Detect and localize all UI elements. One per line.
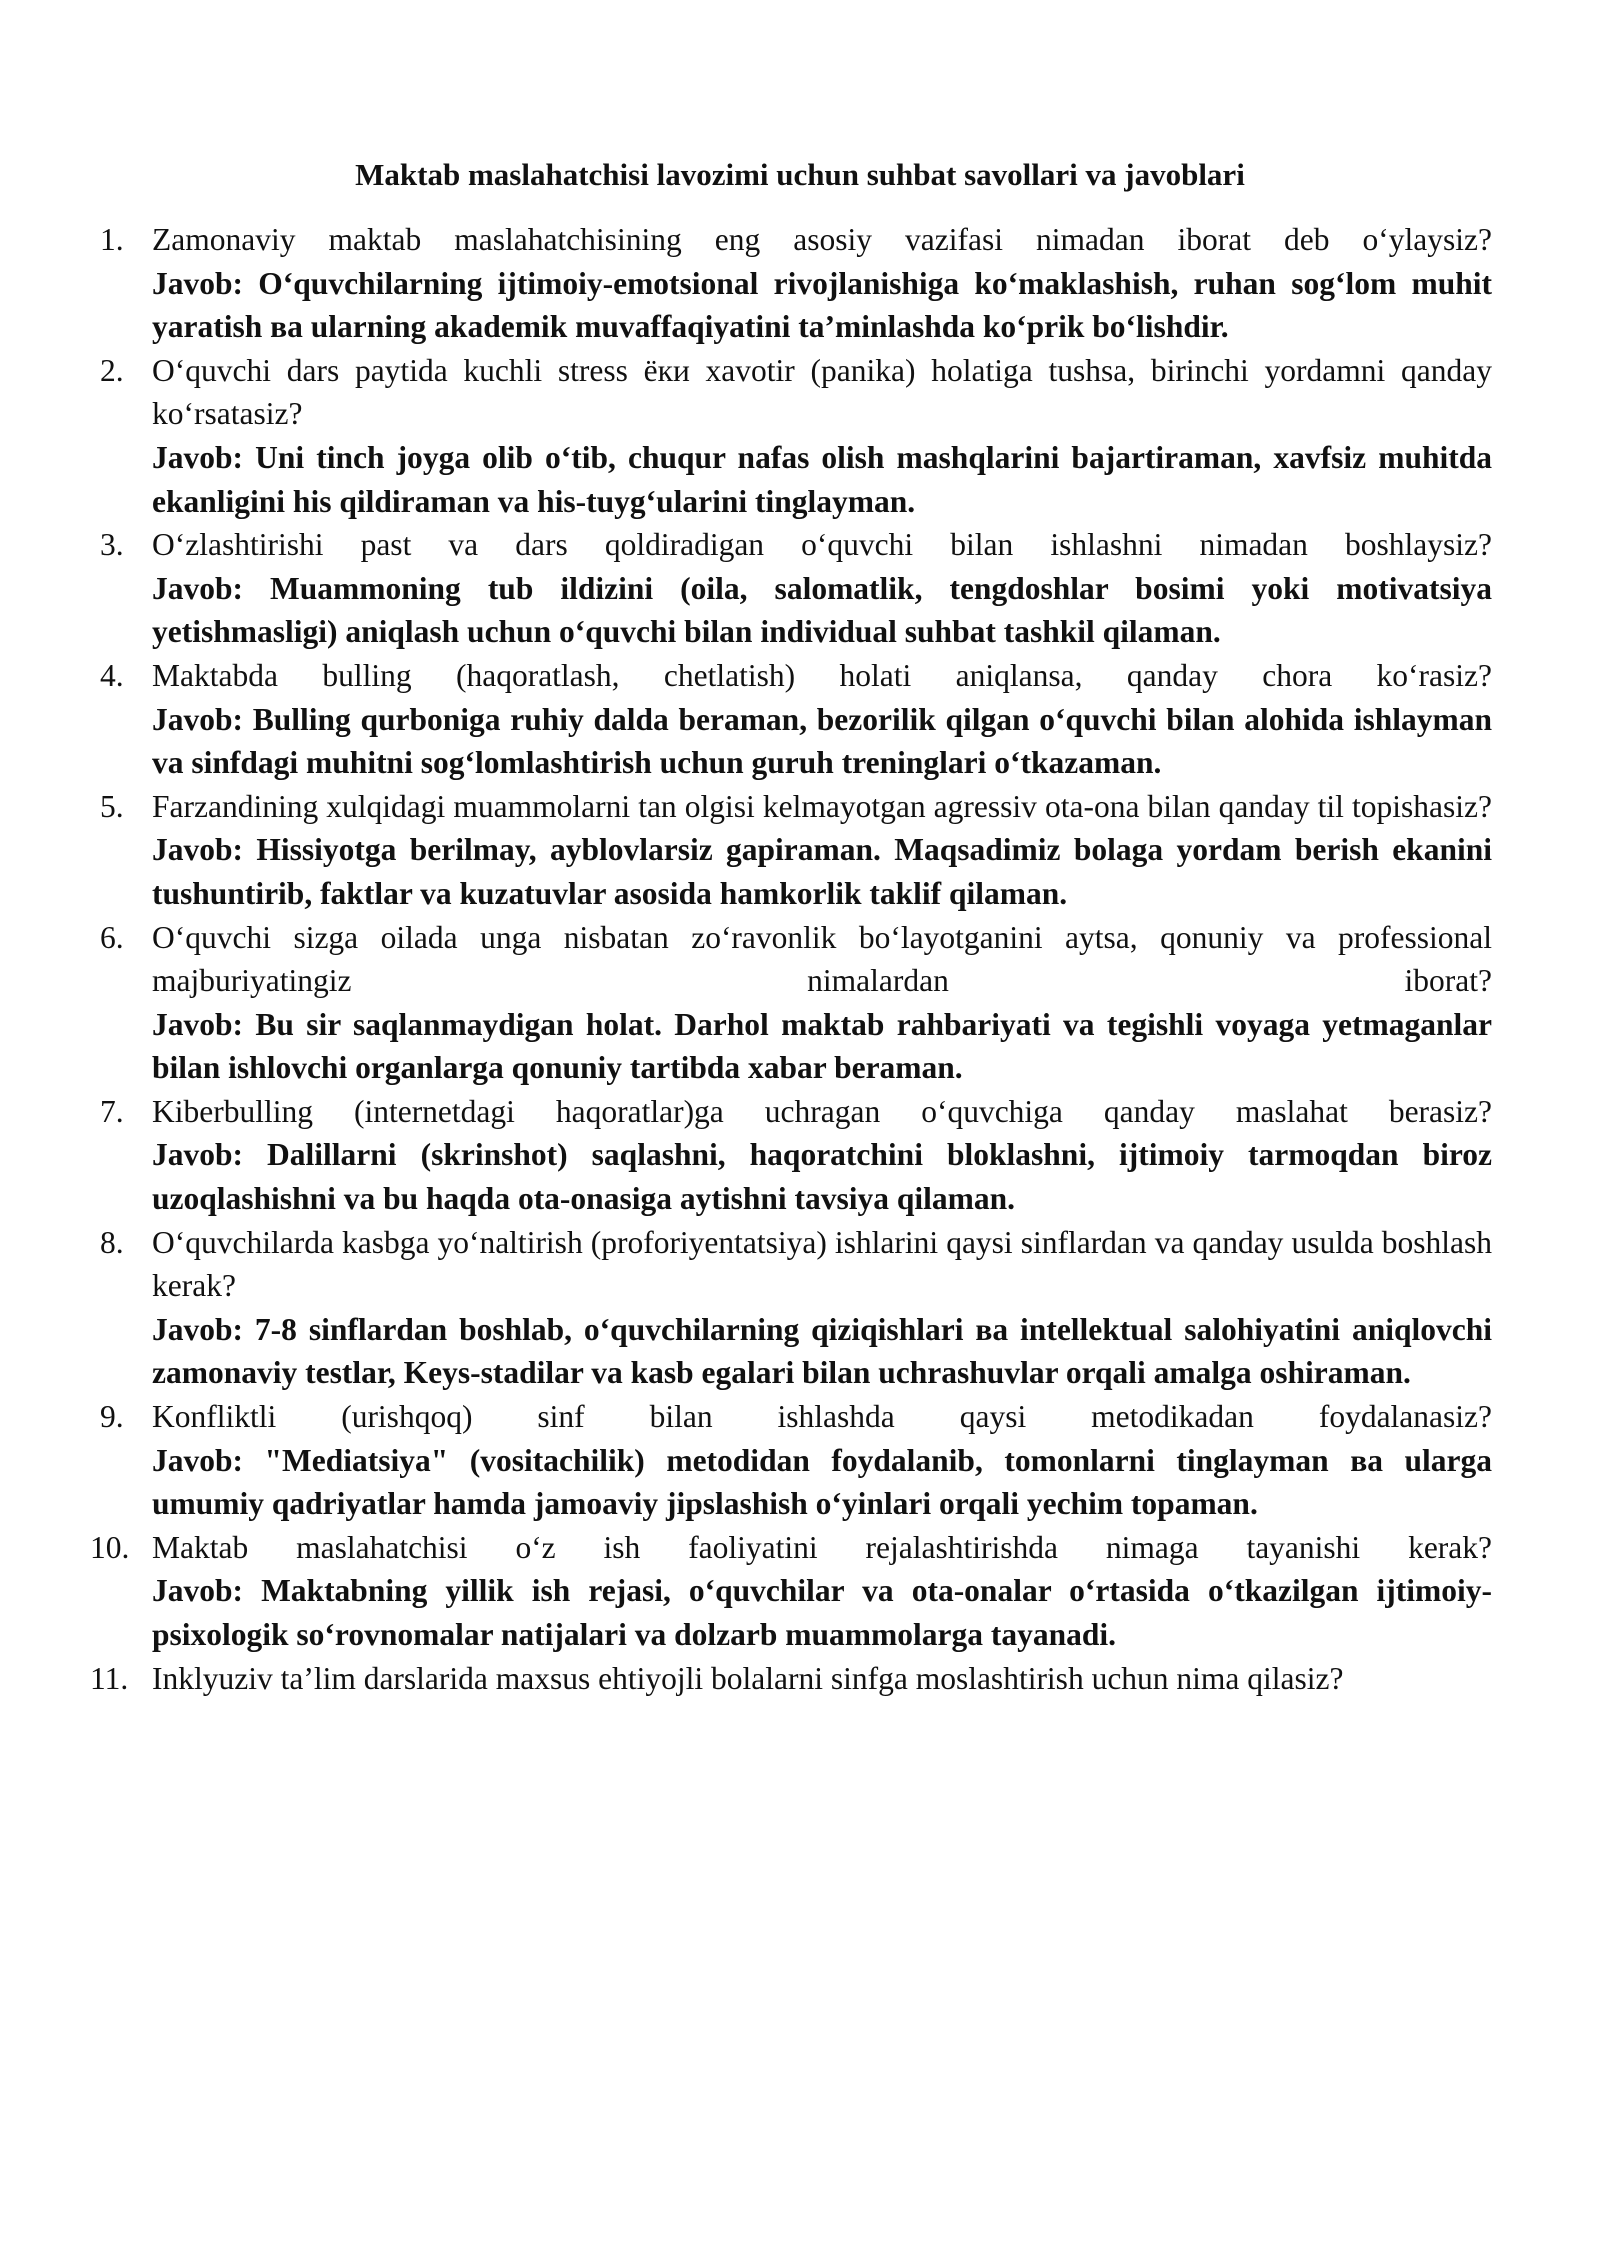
item-number: 2. [100,352,124,388]
answer-text: Javob: Uni tinch joyga olib o‘tib, chuqur nafas olish mashqlarini bajartiraman, xavfsiz muhitda ekanligini his qildiraman va his-tuyg‘ularini tinglayman. [152,439,1492,519]
document-title: Maktab maslahatchisi lavozimi uchun suhbat savollari va javoblari [355,157,1245,192]
question-text: Maktabda bulling (haqoratlash, chetlatish) holati aniqlansa, qanday chora ko‘rasiz? [152,657,1492,693]
question-text: Maktab maslahatchisi o‘z ish faoliyatini rejalashtirishda nimaga tayanishi kerak? [152,1529,1492,1565]
item-number: 1. [100,222,124,257]
question-text: O‘zlashtirishi past va dars qoldiradigan o‘quvchi bilan ishlashni nimadan boshlaysiz? [152,527,1492,563]
item-number: 3. [100,527,124,563]
answer-text: Javob: 7-8 sinflardan boshlab, o‘quvchilarning qiziqishlari ва intellektual salohiyatini aniqlovchi zamonaviy testlar, Keys-stadilar va kasb egalari bilan uchrashuvlar orqali amalga oshiraman. [152,1311,1492,1391]
question-list [90,218,1492,1700]
list-item [100,349,1492,523]
question-text: O‘quvchi sizga oilada unga nisbatan zo‘ravonlik bo‘layotganini aytsa, qonuniy va professional majburiyatingiz nimalardan iborat? [152,919,1492,999]
answer-text: Javob: Dalillarni (skrinshot) saqlashni, haqoratchini bloklashni, ijtimoiy tarmoqdan biroz uzoqlashishni va bu haqda ota-onasiga aytishni tavsiya qilaman. [152,1137,1492,1217]
list-item [90,1657,1492,1701]
item-number: 4. [100,657,124,693]
list-item [100,1395,1492,1526]
question-text: O‘quvchilarda kasbga yo‘naltirish (proforiyentatsiya) ishlarini qaysi sinflardan va qanday usulda boshlash kerak? [152,1224,1492,1304]
list-item [100,1090,1492,1221]
item-number: 8. [100,1224,124,1260]
answer-text: Javob: Bu sir saqlanmaydigan holat. Darhol maktab rahbariyati va tegishli voyaga yetmaganlar bilan ishlovchi organlarga qonuniy tartibda xabar beraman. [152,1006,1492,1086]
list-item [90,1526,1492,1657]
question-text: O‘quvchi dars paytida kuchli stress ёки xavotir (panika) holatiga tushsa, birinchi yordamni qanday ko‘rsatasiz? [152,352,1492,432]
list-item [100,523,1492,654]
answer-text: Javob: O‘quvchilarning ijtimoiy-emotsional rivojlanishiga ko‘maklashish, ruhan sog‘lom muhit yaratish ва ularning akademik muvaffaqiyatini ta’minlashda ko‘prik bo‘lishdir. [152,265,1492,345]
item-number: 9. [100,1399,124,1435]
question-text: Kiberbulling (internetdagi haqoratlar)ga uchragan o‘quvchiga qanday maslahat berasiz? [152,1093,1492,1129]
item-number: 7. [100,1093,124,1129]
list-item [100,916,1492,1090]
answer-text: Javob: Bulling qurboniga ruhiy dalda beraman, bezorilik qilgan o‘quvchi bilan alohida ishlayman va sinfdagi muhitni sog‘lomlashtirish uchun guruh treninglari o‘tkazaman. [152,701,1492,781]
answer-text: Javob: Hissiyotga berilmay, ayblovlarsiz gapiraman. Maqsadimiz bolaga yordam berish ekanini tushuntirib, faktlar va kuzatuvlar asosida hamkorlik taklif qilaman. [152,832,1492,911]
item-number: 5. [100,788,124,824]
question-text: Zamonaviy maktab maslahatchisining eng asosiy vazifasi nimadan iborat deb o‘ylaysiz? [152,222,1492,257]
item-number: 11. [90,1660,129,1696]
answer-text: Javob: Muammoning tub ildizini (oila, salomatlik, tengdoshlar bosimi yoki motivatsiya yetishmasligi) aniqlash uchun o‘quvchi bilan individual suhbat tashkil qilaman. [152,570,1492,650]
answer-text: Javob: "Mediatsiya" (vositachilik) metodidan foydalanib, tomonlarni tinglayman ва ularga umumiy qadriyatlar hamda jamoaviy jipslashish o‘yinlari orqali yechim topaman. [152,1442,1492,1522]
item-number: 6. [100,919,124,955]
list-item [100,654,1492,785]
question-text: Farzandining xulqidagi muammolarni tan olgisi kelmayotgan agressiv ota-ona bilan qanday til topishasiz? [152,788,1492,824]
item-number: 10. [90,1529,130,1565]
question-text: Konfliktli (urishqoq) sinf bilan ishlashda qaysi metodikadan foydalanasiz? [152,1399,1492,1435]
answer-text: Javob: Maktabning yillik ish rejasi, o‘quvchilar va ota-onalar o‘rtasida o‘tkazilgan ijtimoiy-psixologik so‘rovnomalar natijalari va dolzarb muammolarga tayanadi. [152,1573,1492,1652]
list-item [100,1221,1492,1395]
list-item [100,785,1492,916]
question-text: Inklyuziv ta’lim darslarida maxsus ehtiyojli bolalarni sinfga moslashtirish uchun nima qilasiz? [152,1660,1344,1696]
list-item [100,218,1492,349]
